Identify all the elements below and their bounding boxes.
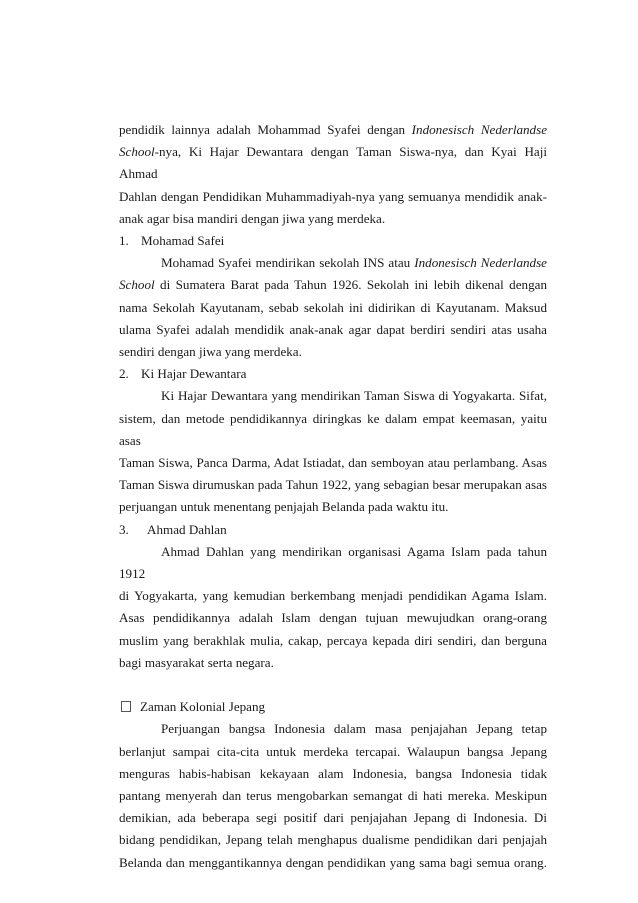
section-paragraph — [119, 541, 547, 674]
section-paragraph — [119, 385, 547, 518]
text-line: Asas pendidikannya adalah Islam dengan tujuan mewujudkan orang-orang — [119, 610, 547, 626]
section-title: Ahmad Dahlan — [147, 521, 227, 537]
text-line — [119, 274, 547, 296]
document-body — [119, 119, 547, 874]
section-heading-zaman-kolonial-jepang — [119, 696, 547, 718]
italic-term: School — [119, 144, 155, 160]
text-line: anak agar bisa mandiri dengan jiwa yang merdeka. — [119, 210, 386, 226]
text-line: Taman Siswa, Panca Darma, Adat Istiadat, dan semboyan atau perlambang. Asas — [119, 455, 547, 471]
text-line: Ki Hajar Dewantara yang mendirikan Taman Siswa di Yogyakarta. Sifat, — [161, 388, 547, 404]
section-paragraph — [119, 718, 547, 873]
list-number: 2. — [119, 366, 129, 382]
section-heading-mohamad-safei — [119, 230, 547, 252]
list-number: 1. — [119, 233, 129, 249]
text-line: menguras habis-habisan kekayaan alam Indonesia, bangsa Indonesia tidak — [119, 765, 547, 781]
italic-term: School — [119, 277, 155, 293]
section-title: Zaman Kolonial Jepang — [140, 699, 266, 715]
text-run: pendidik lainnya adalah Mohammad Syafei dengan — [119, 122, 406, 137]
paragraph-gap — [119, 674, 547, 696]
text-line: perjuangan untuk menentang penjajah Belanda pada waktu itu. — [119, 499, 449, 515]
text-line: sistem, dan metode pendidikannya diringkas ke dalam empat keemasan, yaitu asas — [119, 410, 547, 448]
italic-term: Indonesisch Nederlandse — [414, 255, 547, 271]
text-line — [119, 252, 547, 274]
section-title: Ki Hajar Dewantara — [141, 366, 247, 382]
text-run: di Sumatera Barat pada Tahun 1926. Sekolah ini lebih dikenal dengan — [154, 277, 547, 293]
text-line: Taman Siswa dirumuskan pada Tahun 1922, yang sebagian besar merupakan asas — [119, 477, 547, 493]
text-line: nama Sekolah Kayutanam, sebab sekolah ini didirikan di Kayutanam. Maksud — [119, 299, 547, 315]
text-line: pantang menyerah dan terus mengobarkan semangat di hati mereka. Meskipun — [119, 788, 547, 804]
bullet-box-icon — [121, 701, 131, 712]
text-line: demikian, ada beberapa segi positif dari penjajahan Jepang di Indonesia. Di — [119, 810, 547, 826]
intro-paragraph — [119, 119, 547, 230]
section-heading-ahmad-dahlan — [119, 519, 547, 541]
text-line: bagi masyarakat serta negara. — [119, 654, 274, 670]
text-line: berlanjut sampai cita-cita untuk merdeka tercapai. Walaupun bangsa Jepang — [119, 743, 547, 759]
text-line: bidang pendidikan, Jepang telah menghapus dualisme pendidikan dari penjajah — [119, 832, 547, 848]
text-run: Mohamad Syafei mendirikan sekolah INS atau — [161, 255, 411, 271]
text-line: Dahlan dengan Pendidikan Muhammadiyah-nya yang semuanya mendidik anak- — [119, 188, 547, 204]
text-line: ulama Syafei adalah mendidik anak-anak agar dapat berdiri sendiri atas usaha — [119, 321, 547, 337]
italic-term: Indonesisch Nederlandse — [411, 122, 548, 137]
section-title: Mohamad Safei — [141, 233, 225, 249]
section-paragraph — [119, 252, 547, 363]
text-line: Perjuangan bangsa Indonesia dalam masa penjajahan Jepang tetap — [161, 721, 547, 737]
text-line: muslim yang berakhlak mulia, cakap, percaya kepada diri sendiri, dan berguna — [119, 632, 547, 648]
section-heading-ki-hajar-dewantara — [119, 363, 547, 385]
list-number: 3. — [119, 521, 129, 537]
text-line: Ahmad Dahlan yang mendirikan organisasi Agama Islam pada tahun 1912 — [119, 543, 547, 582]
text-line: sendiri dengan jiwa yang merdeka. — [119, 344, 302, 360]
text-run: -nya, Ki Hajar Dewantara dengan Taman Siswa-nya, dan Kyai Haji Ahmad — [119, 144, 547, 182]
text-line: di Yogyakarta, yang kemudian berkembang menjadi pendidikan Agama Islam. — [119, 588, 547, 604]
text-line — [119, 119, 547, 141]
text-line: Belanda dan menggantikannya dengan pendidikan yang sama bagi semua orang. — [119, 854, 547, 870]
text-line — [119, 141, 547, 185]
